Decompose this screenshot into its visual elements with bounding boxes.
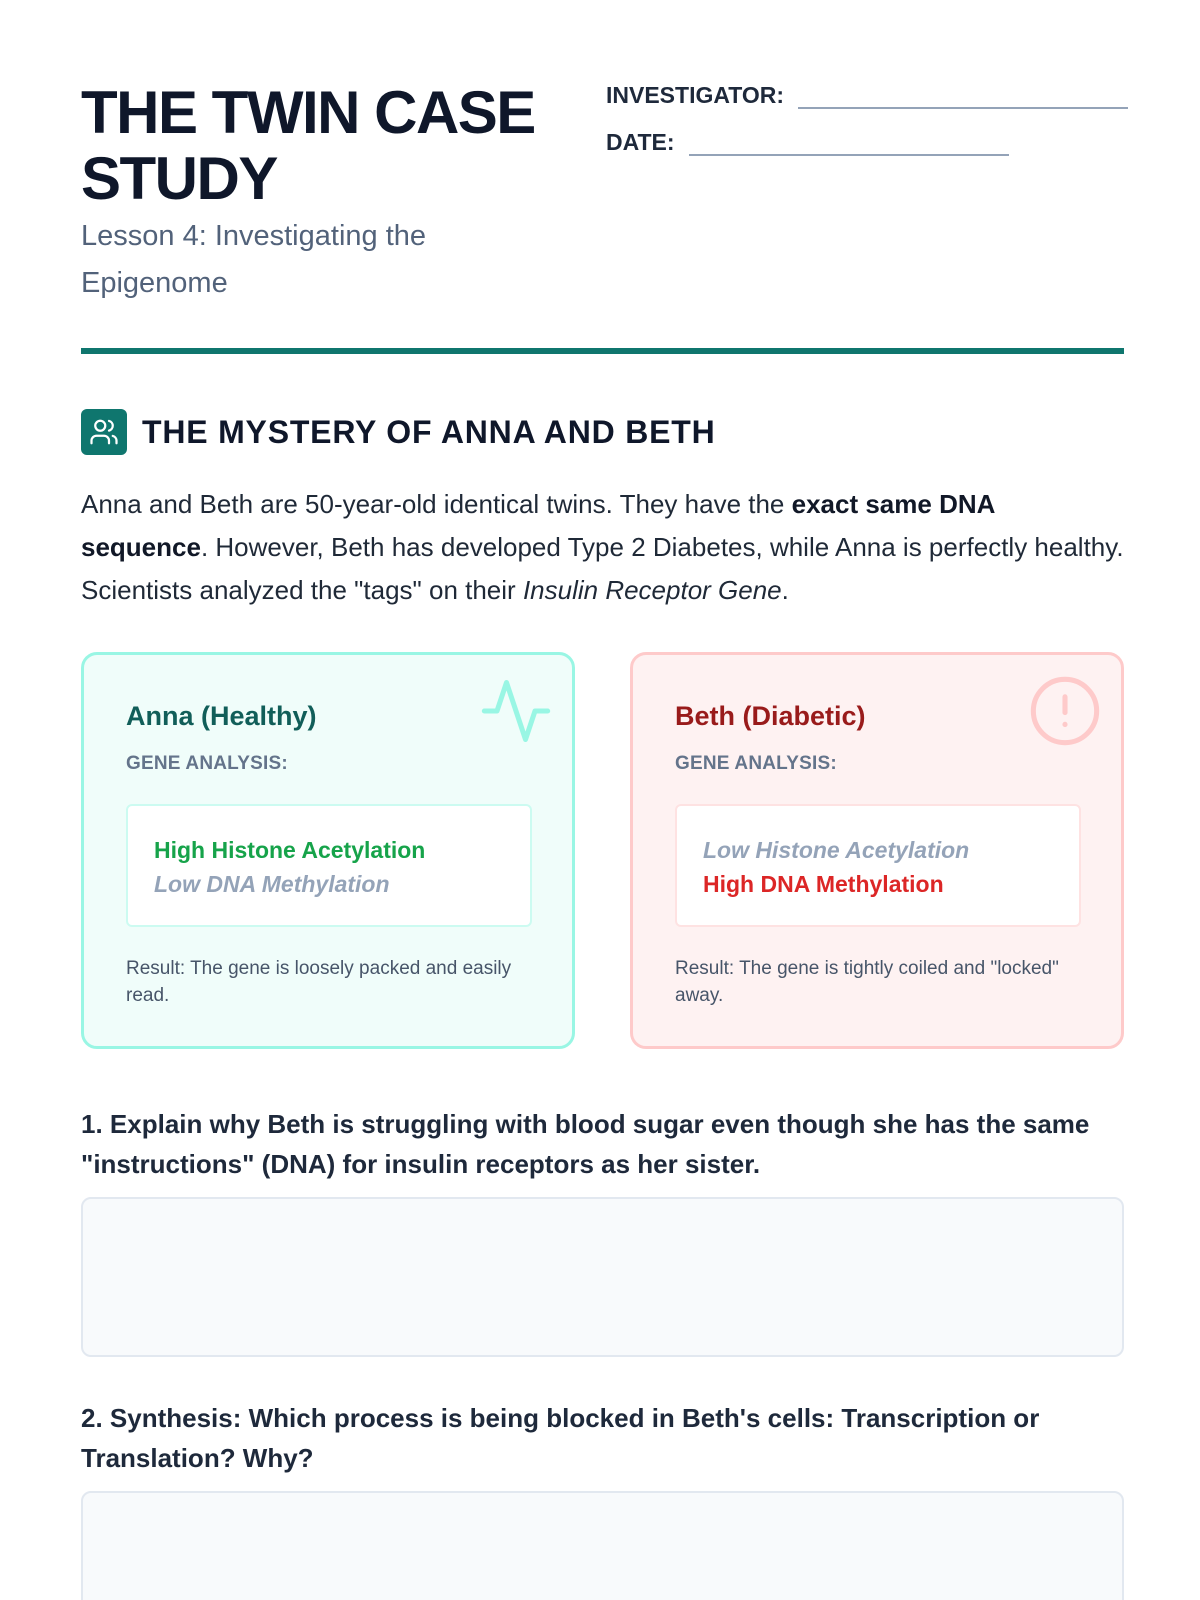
investigator-row	[606, 82, 1128, 109]
anna-result: Result: The gene is loosely packed and easily read.	[126, 958, 512, 1006]
beth-name: Beth (Diabetic)	[675, 701, 866, 731]
activity-icon	[478, 673, 554, 749]
section-title: THE MYSTERY OF ANNA AND BETH	[142, 413, 716, 450]
intro-bold: exact same DNA sequence	[81, 489, 995, 562]
answer-box-1[interactable]	[81, 1197, 1124, 1357]
question-1: 1. Explain why Beth is struggling with blood sugar even though she has the same "instructions" (DNA) for insulin receptors as her sister.	[81, 1109, 1090, 1179]
users-icon	[81, 409, 127, 455]
investigator-field[interactable]	[798, 89, 1128, 109]
beth-gene-label: GENE ANALYSIS:	[675, 753, 837, 774]
beth-acetylation: Low Histone Acetylation	[703, 837, 970, 863]
alert-circle-icon	[1027, 673, 1103, 749]
beth-card	[630, 652, 1124, 1049]
page-title: THE TWIN CASE STUDY	[81, 79, 535, 212]
date-label: DATE:	[606, 129, 675, 155]
investigator-label: INVESTIGATOR:	[606, 82, 785, 108]
beth-result: Result: The gene is tightly coiled and "locked" away.	[675, 958, 1059, 1006]
anna-acetylation: High Histone Acetylation	[154, 837, 426, 863]
anna-name: Anna (Healthy)	[126, 701, 317, 731]
beth-gene-box	[675, 804, 1081, 927]
beth-methylation: High DNA Methylation	[703, 871, 944, 897]
page-subtitle: Lesson 4: Investigating the Epigenome	[81, 220, 427, 299]
answer-box-2[interactable]	[81, 1491, 1124, 1600]
intro-italic: Insulin Receptor Gene	[522, 575, 782, 605]
date-row	[606, 129, 1009, 156]
anna-gene-box	[126, 804, 532, 927]
intro-text-1: Anna and Beth are 50-year-old identical twins. They have the	[81, 489, 792, 519]
worksheet-header	[81, 0, 1124, 354]
date-field[interactable]	[689, 136, 1009, 156]
intro-paragraph	[81, 483, 1124, 612]
intro-text-3: .	[781, 575, 789, 605]
anna-card	[81, 652, 575, 1049]
question-2: 2. Synthesis: Which process is being blocked in Beth's cells: Transcription or Translation? Why?	[81, 1403, 1040, 1473]
anna-methylation: Low DNA Methylation	[154, 871, 390, 897]
intro-text-2: . However, Beth has developed Type 2 Diabetes, while Anna is perfectly healthy. Scientists analyzed the "tags" on their	[81, 532, 1124, 605]
section-heading	[81, 409, 716, 455]
worksheet-page	[81, 0, 1124, 1473]
anna-gene-label: GENE ANALYSIS:	[126, 753, 288, 774]
header-divider	[81, 348, 1124, 354]
